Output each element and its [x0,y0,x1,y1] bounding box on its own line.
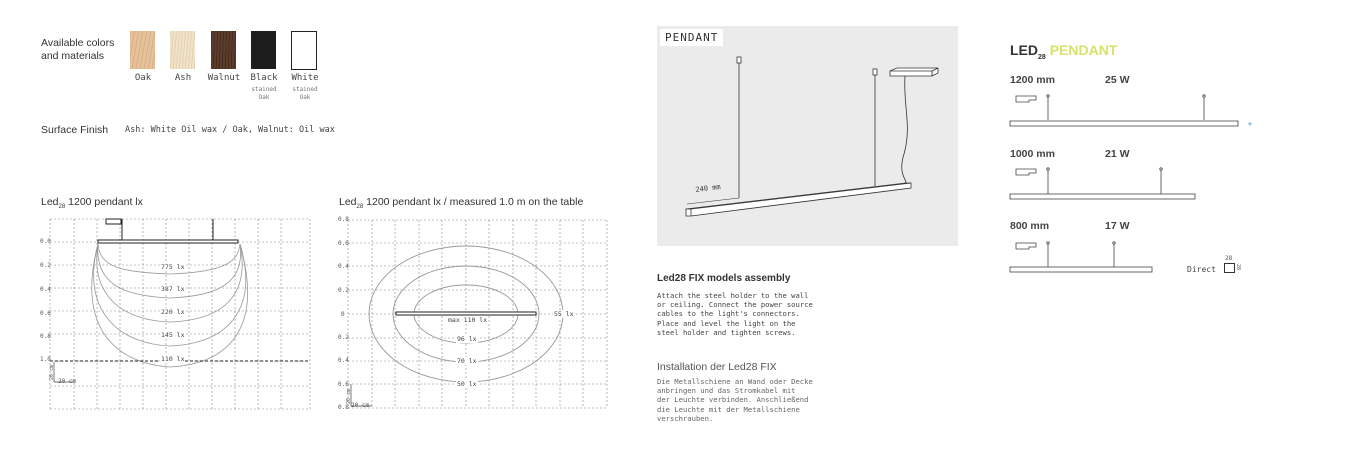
chart2-title-sub: 28 [356,204,364,211]
swatch-name-black: Black [250,73,278,83]
chart2-ytick-7: 0.6 [338,381,349,388]
swatch-ash[interactable] [170,31,195,69]
chart2-title-post: 1200 pendant lx / measured 1.0 m on the table [363,196,584,208]
pendant-dimension: 240 mm [695,182,722,194]
teal-star-mark: * [1248,121,1252,132]
chart2-lamp [396,312,536,315]
colors-heading [41,37,126,63]
colors-heading-line1: Available colors [41,37,115,49]
chart1-ytick-4: 0.8 [40,333,51,340]
chart1-title-sub: 28 [58,204,66,211]
chart2-lux-0: max 110 lx [448,316,488,324]
installation-line-2: der Leuchte verbinden. Anschließend [657,395,809,405]
chart2-ytick-5: 0.2 [338,334,349,341]
size-length-800: 800 mm [1010,220,1050,232]
chart2-ytick-8: 0.8 [338,404,349,411]
chart2-lux-1: 96 lx [457,335,477,343]
colors-heading-line2: and materials [41,50,105,62]
chart2-ytick-1: 0.6 [338,240,349,247]
assembly-line-3: Place and level the light on the [657,318,796,328]
chart2-title [339,196,583,210]
chart1-title-post: 1200 pendant lx [65,196,143,208]
chart2-title-pre: Led [339,196,357,208]
chart1-ytick-5: 1.0 [40,356,51,363]
swatch-sub-black-1: stained [251,86,277,93]
size-power-1000: 21 W [1105,148,1130,160]
surface-finish-value: Ash: White Oil wax / Oak, Walnut: Oil wax [125,125,335,135]
chart1-lux-4: 110 lx [161,355,185,363]
chart2-lux-4: 55 lx [554,310,574,318]
installation-line-1: anbringen und das Stromkabel mit [657,386,796,396]
led-title [1010,42,1117,61]
chart2-lux-3: 50 lx [457,380,477,388]
led-title-pre: LED [1010,42,1038,58]
chart2-lux-2: 70 lx [457,357,477,365]
swatch-sub-white-1: stained [292,86,318,93]
chart1-scale-h: 20 cm [58,378,77,385]
chart1-lux-0: 775 lx [161,263,185,271]
surface-finish-label: Surface Finish [41,124,109,136]
swatch-black[interactable] [251,31,276,69]
profile-icon [1224,263,1235,273]
installation-line-3: die Leuchte mit der Metallschiene [657,404,800,414]
chart2-scale-h: 20 cm [351,402,370,409]
chart2-ytick-0: 0.8 [338,216,349,223]
chart1-lux-1: 387 lx [161,285,185,293]
swatch-name-ash: Ash [174,73,192,83]
assembly-line-1: or ceiling. Connect the power source [657,300,813,310]
chart1-ytick-0: 0.0 [40,238,51,245]
swatch-oak[interactable] [130,31,155,69]
swatch-walnut[interactable] [211,31,236,69]
assembly-text [657,291,813,337]
installation-text [657,377,813,423]
led-size-drawings [1005,88,1265,283]
profile-icon-top: 28 [1225,255,1233,262]
swatch-name-walnut: Walnut [207,73,241,83]
chart1-ytick-2: 0.4 [40,286,51,293]
chart1-title [41,196,143,210]
chart2-ytick-4: 0 [341,311,345,318]
swatch-sub-black-2: Oak [258,94,270,101]
swatch-white[interactable] [291,31,317,70]
swatch-name-oak: Oak [134,73,152,83]
chart2-ytick-2: 0.4 [338,263,349,270]
pendant-tag: PENDANT [660,29,723,46]
assembly-line-0: Attach the steel holder to the wall [657,291,809,300]
assembly-title: Led28 FIX models assembly [657,273,791,284]
assembly-line-4: steel holder and tighten screws. [657,327,796,337]
size-power-800: 17 W [1105,220,1130,232]
assembly-line-2: cables to the light's connectors. [657,309,800,319]
drawing-1200 [1010,95,1238,126]
swatch-sub-white [285,86,325,102]
profile-icon-side: 28 [1235,264,1241,271]
chart2-ytick-3: 0.2 [338,287,349,294]
chart2-scale-v: 20 cm [346,388,352,404]
size-power-1200: 25 W [1105,74,1130,86]
chart1-lux-3: 145 lx [161,331,185,339]
led-title-accent: PENDANT [1049,42,1118,58]
chart1-title-pre: Led [41,196,59,208]
swatch-name-white: White [291,73,319,83]
drawing-800 [1010,242,1152,272]
chart1-scale-v: 20 cm [49,364,55,380]
installation-line-4: verschrauben. [657,413,714,423]
pendant-illustration [657,26,958,246]
chart1-ytick-1: 0.2 [40,262,51,269]
size-length-1200: 1200 mm [1010,74,1055,86]
swatch-sub-white-2: Oak [299,94,311,101]
chart1-ytick-3: 0.6 [40,310,51,317]
installation-title: Installation der Led28 FIX [657,361,777,373]
size-length-1000: 1000 mm [1010,148,1055,160]
chart1-lux-2: 220 lx [161,308,185,316]
direct-label: Direct [1187,265,1216,274]
drawing-1000 [1010,168,1195,199]
chart2-ytick-6: 0.4 [338,357,349,364]
led-title-sub: 28 [1038,53,1046,61]
swatch-sub-black [244,86,284,102]
chart1-lamp [98,219,238,243]
installation-line-0: Die Metallschiene an Wand oder Decke [657,377,813,386]
